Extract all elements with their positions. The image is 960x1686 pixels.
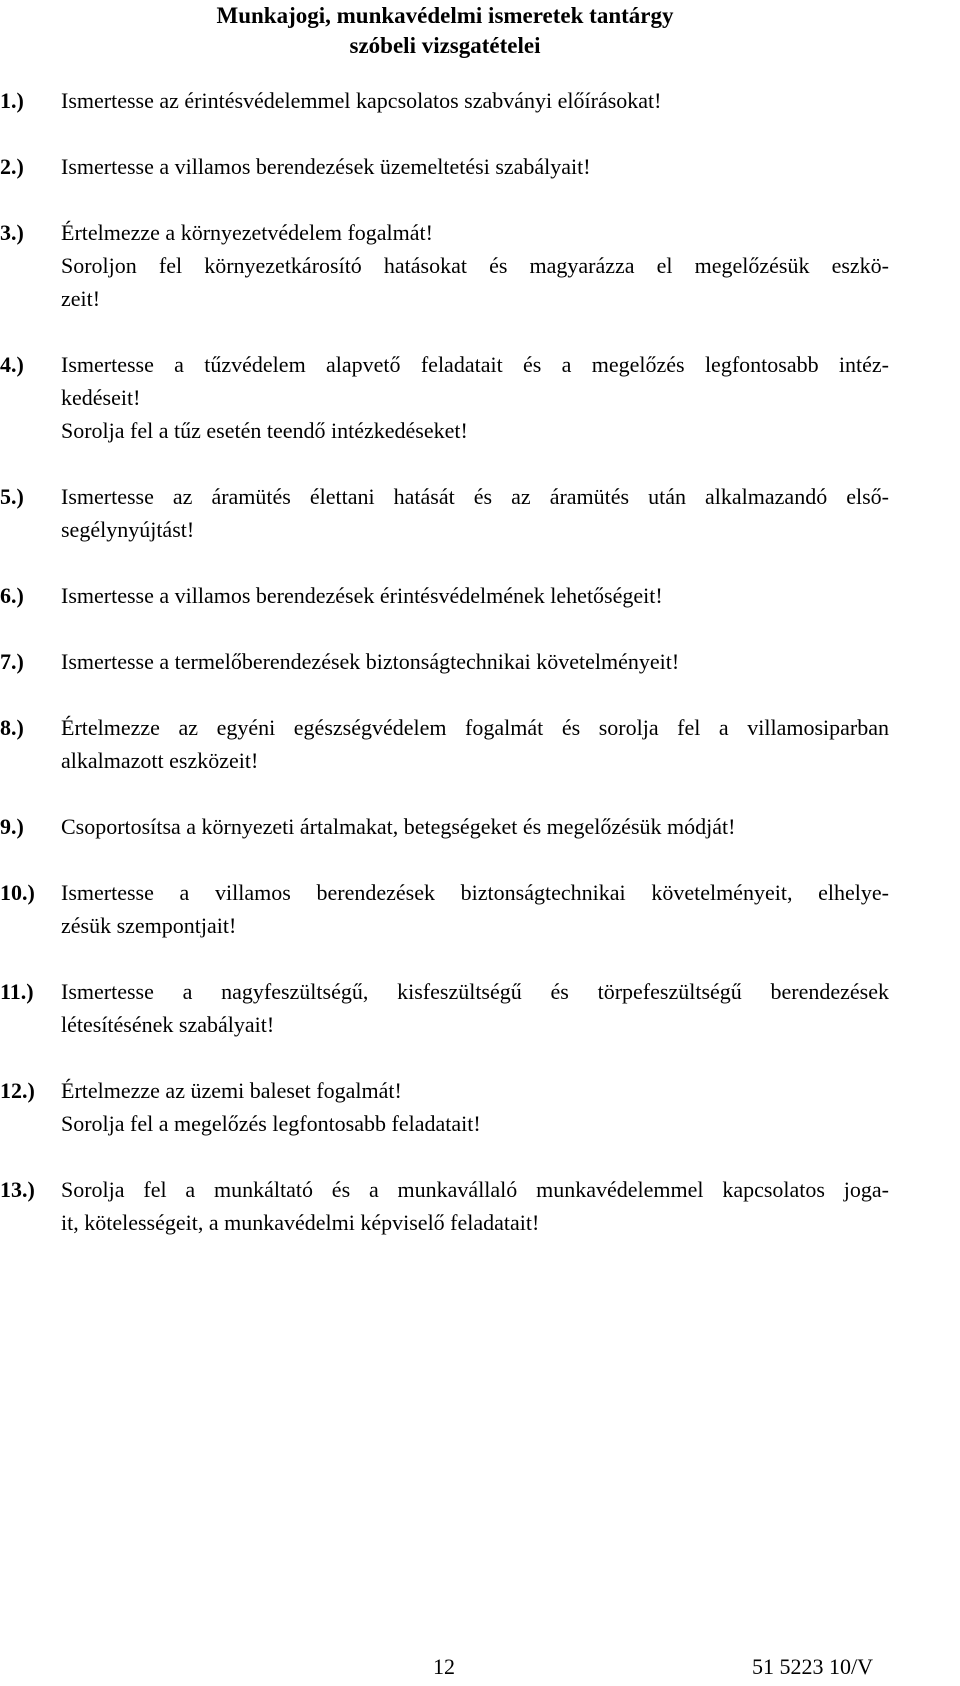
question-text: Ismertesse a tűzvédelem alapvető feladatait és a megelőzés legfontosabb intéz- (61, 352, 889, 377)
question-text: Sorolja fel a munkáltató és a munkavállaló munkavédelemmel kapcsolatos joga- (61, 1177, 889, 1202)
question-number: 10.) (0, 880, 35, 905)
question-text: Sorolja fel a megelőzés legfontosabb feladatait! (61, 1111, 481, 1136)
page-number: 12 (433, 1654, 455, 1679)
question-number: 4.) (0, 352, 24, 377)
question-text: alkalmazott eszközeit! (61, 748, 259, 773)
question-number: 3.) (0, 220, 24, 245)
question-text: Ismertesse a villamos berendezések biztonságtechnikai követelményeit, elhelye- (61, 880, 889, 905)
question-text: Értelmezze az üzemi baleset fogalmát! (61, 1078, 402, 1103)
question-text: Soroljon fel környezetkárosító hatásokat és magyarázza el megelőzésük eszkö- (61, 253, 889, 278)
question-text: Ismertesse a villamos berendezések üzemeltetési szabályait! (61, 154, 591, 179)
question-number: 11.) (0, 979, 34, 1004)
question-text: zésük szempontjait! (61, 913, 237, 938)
question-text: létesítésének szabályait! (61, 1012, 275, 1037)
question-text: Ismertesse az áramütés élettani hatását és az áramütés után alkalmazandó első- (61, 484, 889, 509)
question-text: Értelmezze a környezetvédelem fogalmát! (61, 220, 433, 245)
question-text: Ismertesse az érintésvédelemmel kapcsolatos szabványi előírásokat! (61, 88, 662, 113)
question-text: zeit! (61, 286, 101, 311)
question-text: Ismertesse a nagyfeszültségű, kisfeszültségű és törpefeszültségű berendezések (61, 979, 889, 1004)
question-number: 12.) (0, 1078, 35, 1103)
question-text: it, kötelességeit, a munkavédelmi képviselő feladatait! (61, 1210, 540, 1235)
document-code: 51 5223 10/V (752, 1654, 873, 1679)
question-number: 9.) (0, 814, 24, 839)
question-text: segélynyújtást! (61, 517, 195, 542)
page-title: Munkajogi, munkavédelmi ismeretek tantárgy (216, 3, 674, 28)
question-text: Ismertesse a villamos berendezések érintésvédelmének lehetőségeit! (61, 583, 663, 608)
question-number: 1.) (0, 88, 24, 113)
question-number: 6.) (0, 583, 24, 608)
question-text: Értelmezze az egyéni egészségvédelem fogalmát és sorolja fel a villamosiparban (61, 715, 889, 740)
question-number: 7.) (0, 649, 24, 674)
question-number: 13.) (0, 1177, 35, 1202)
question-number: 5.) (0, 484, 24, 509)
question-number: 2.) (0, 154, 24, 179)
question-text: kedéseit! (61, 385, 141, 410)
question-text: Ismertesse a termelőberendezések biztonságtechnikai követelményeit! (61, 649, 680, 674)
question-number: 8.) (0, 715, 24, 740)
question-text: Sorolja fel a tűz esetén teendő intézkedéseket! (61, 418, 468, 443)
page-subtitle: szóbeli vizsgatételei (349, 33, 541, 58)
question-text: Csoportosítsa a környezeti ártalmakat, betegségeket és megelőzésük módját! (61, 814, 736, 839)
